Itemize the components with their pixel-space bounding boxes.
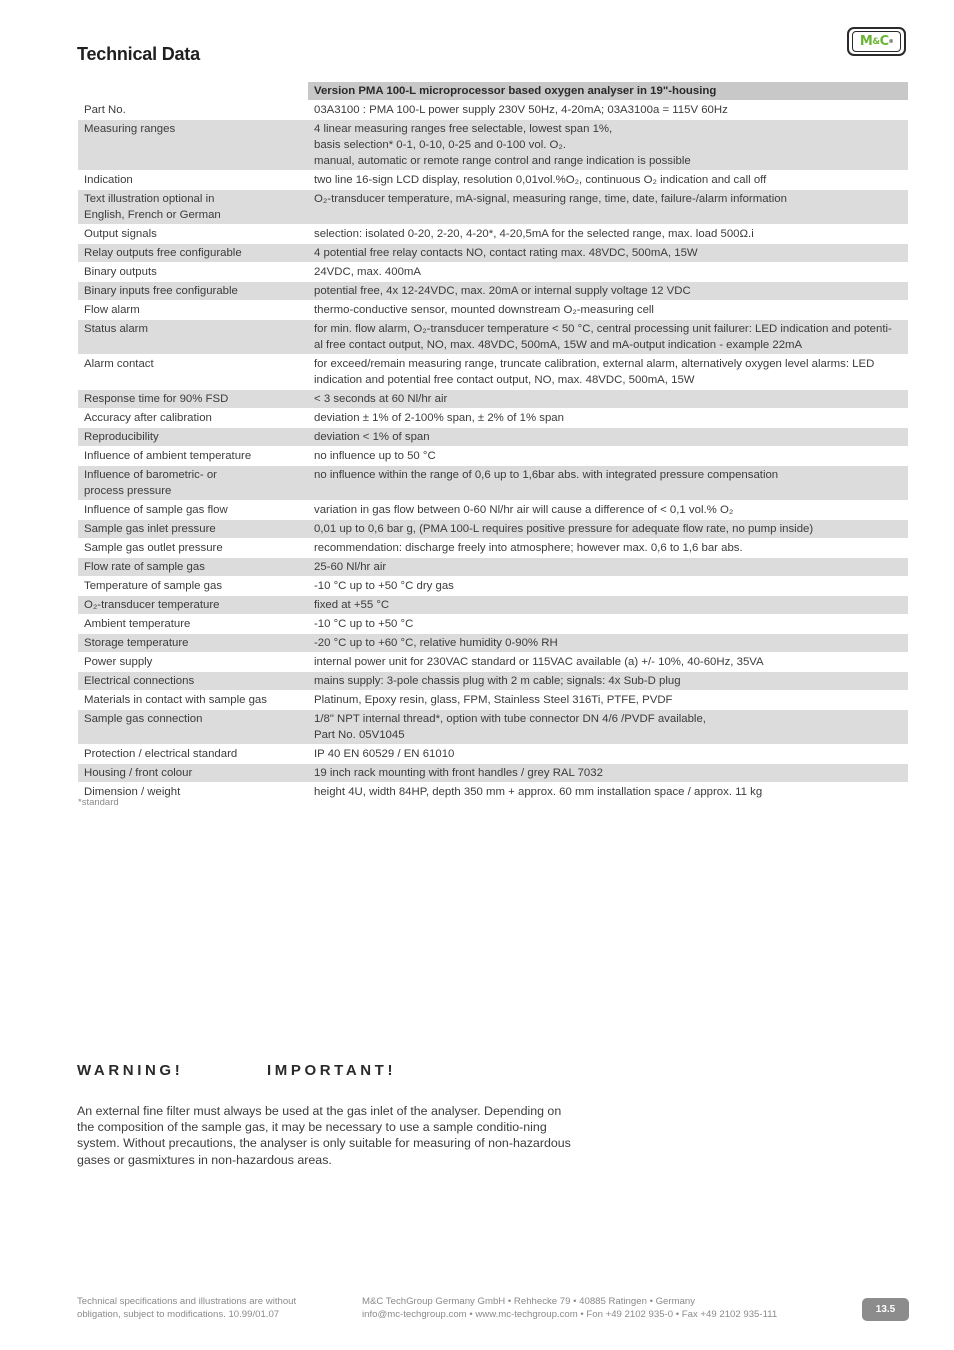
table-row [78,190,908,224]
spec-label [78,282,308,300]
spec-label [78,101,308,119]
spec-label-line: Response time for 90% FSD [84,393,229,405]
spec-value [308,101,908,119]
warning-label: WARNING! [77,1062,184,1079]
spec-value-line: thermo-conductive sensor, mounted downstream O₂-measuring cell [314,304,654,316]
table-row [78,672,908,690]
table-row [78,101,908,119]
spec-label [78,301,308,319]
table-row [78,539,908,557]
spec-label-line: Ambient temperature [84,618,191,630]
table-row [78,783,908,801]
spec-value [308,301,908,319]
spec-value-line: deviation < 1% of span [314,431,430,443]
spec-label [78,244,308,262]
spec-label-line: Binary inputs free configurable [84,285,238,297]
spec-value [308,691,908,709]
spec-label [78,190,308,224]
footer-contact [362,1296,832,1322]
spec-value [308,409,908,427]
spec-value [308,390,908,408]
spec-value-line: 0,01 up to 0,6 bar g, (PMA 100-L requires positive pressure for adequate flow rate, no pump inside) [314,523,814,535]
spec-value [308,501,908,519]
spec-label [78,653,308,671]
spec-label [78,539,308,557]
spec-label-line: Temperature of sample gas [84,580,223,592]
table-row [78,301,908,319]
spec-value [308,710,908,744]
spec-label-line: Indication [84,174,133,186]
table-row [78,634,908,652]
spec-label [78,672,308,690]
company-logo [847,27,906,56]
spec-label-line: Output signals [84,228,157,240]
spec-label [78,466,308,500]
spec-label-line: Materials in contact with sample gas [84,694,267,706]
spec-label [78,501,308,519]
spec-value-line: -10 °C up to +50 °C dry gas [314,580,454,592]
table-row [78,120,908,170]
table-row [78,447,908,465]
spec-value [308,577,908,595]
spec-label [78,615,308,633]
spec-value [308,783,908,801]
table-row [78,691,908,709]
spec-value [308,428,908,446]
spec-value-line: variation in gas flow between 0-60 Nl/hr air will cause a difference of < 0,1 vol.% O₂ [314,504,734,516]
footnote: *standard [78,797,119,808]
spec-label [78,745,308,763]
spec-label-line: Influence of ambient temperature [84,450,252,462]
spec-value-line: mains supply: 3-pole chassis plug with 2 m cable; signals: 4x Sub-D plug [314,675,681,687]
spec-value-line: -20 °C up to +60 °C, relative humidity 0-90% RH [314,637,558,649]
spec-label-line: Dimension / weight [84,786,181,798]
spec-value-line: 25-60 Nl/hr air [314,561,387,573]
spec-label-line: Sample gas connection [84,713,203,725]
spec-value [308,596,908,614]
warning-heading [77,1062,397,1079]
spec-label-line: Part No. [84,104,126,116]
spec-label-line: Flow alarm [84,304,140,316]
table-row [78,501,908,519]
spec-label-line: Reproducibility [84,431,159,443]
page-number-badge: 13.5 [862,1298,909,1321]
spec-value-line: for min. flow alarm, O₂-transducer temperature < 50 °C, central processing unit failurer: LED indication and potenti- [314,323,892,335]
table-row [78,320,908,354]
spec-label-line: Power supply [84,656,153,668]
table-row [78,710,908,744]
table-row [78,577,908,595]
spec-label-line: Relay outputs free configurable [84,247,242,259]
spec-value [308,745,908,763]
table-row [78,171,908,189]
spec-value [308,225,908,243]
spec-label [78,764,308,782]
spec-label [78,355,308,389]
spec-label [78,120,308,170]
spec-value [308,653,908,671]
spec-label-line: Influence of barometric- or [84,469,217,481]
spec-label [78,558,308,576]
spec-label-line: Binary outputs [84,266,157,278]
page-title: Technical Data [77,44,200,64]
table-row [78,615,908,633]
spec-value [308,282,908,300]
footer-address: M&C TechGroup Germany GmbH • Rehhecke 79 • 40885 Ratingen • Germany [362,1296,696,1307]
footer-disclaimer-line: Technical specifications and illustrations are without [77,1296,297,1307]
footer-contact-info: info@mc-techgroup.com • www.mc-techgroup.com • Fon +49 2102 935-0 • Fax +49 2102 935-111 [362,1308,778,1320]
spec-value-line: 03A3100 : PMA 100-L power supply 230V 50Hz, 4-20mA; 03A3100a = 115V 60Hz [314,104,728,116]
spec-label-line: Accuracy after calibration [84,412,212,424]
spec-value-line: Part No. 05V1045 [314,729,405,741]
spec-label-line: Storage temperature [84,637,189,649]
spec-label [78,447,308,465]
spec-label [78,320,308,354]
table-row [78,428,908,446]
spec-value-line: height 4U, width 84HP, depth 350 mm + approx. 60 mm installation space / approx. 11 kg [314,786,763,798]
spec-value-line: 19 inch rack mounting with front handles / grey RAL 7032 [314,767,603,779]
spec-value-line: no influence up to 50 °C [314,450,436,462]
spec-value-line: indication and potential free contact output, NO, max. 48VDC, 500mA, 15W [314,374,695,386]
spec-value-line: 24VDC, max. 400mA [314,266,421,278]
table-row [78,244,908,262]
spec-label-line: Housing / front colour [84,767,193,779]
spec-value-line: fixed at +55 °C [314,599,390,611]
table-header-row [78,82,908,100]
table-row [78,653,908,671]
spec-label [78,409,308,427]
table-row [78,558,908,576]
spec-value [308,539,908,557]
spec-value [308,520,908,538]
spec-label-line: Sample gas inlet pressure [84,523,216,535]
spec-label [78,691,308,709]
spec-label [78,520,308,538]
spec-value [308,244,908,262]
spec-value-line: basis selection* 0-1, 0-10, 0-25 and 0-100 vol. O₂. [314,139,566,151]
table-heading: Version PMA 100-L microprocessor based oxygen analyser in 19"-housing [308,82,908,100]
spec-value-line: 4 linear measuring ranges free selectable, lowest span 1%, [314,123,613,135]
spec-label [78,634,308,652]
spec-label [78,596,308,614]
spec-label-line: Flow rate of sample gas [84,561,205,573]
warning-text: An external fine filter must always be used at the gas inlet of the analyser. Depending on the composition of the sample gas, it may be necessary to use a sample conditio-ning system. Without precautions, the analyser is only suitable for measuring of non-hazardous gases or gasmixtures in non-hazardous areas. [77,1104,571,1167]
table-row [78,225,908,243]
spec-value-line: potential free, 4x 12-24VDC, max. 20mA or internal supply voltage 12 VDC [314,285,691,297]
spec-value-line: O₂-transducer temperature, mA-signal, measuring range, time, date, failure-/alarm information [314,193,787,205]
spec-value-line: recommendation: discharge freely into atmosphere; however max. 0,6 to 1,6 bar abs. [314,542,743,554]
spec-label [78,263,308,281]
table-row [78,390,908,408]
spec-value-line: internal power unit for 230VAC standard or 115VAC available (a) +/- 10%, 40-60Hz, 35VA [314,656,764,668]
table-row [78,409,908,427]
table-row [78,263,908,281]
spec-value [308,634,908,652]
table-row [78,520,908,538]
spec-value [308,672,908,690]
table-row [78,466,908,500]
table-row [78,764,908,782]
table-row [78,596,908,614]
footer-disclaimer [77,1296,337,1322]
spec-label [78,710,308,744]
spec-value-line: -10 °C up to +50 °C [314,618,414,630]
spec-value-line: 4 potential free relay contacts NO, contact rating max. 48VDC, 500mA, 15W [314,247,698,259]
spec-value [308,190,908,224]
spec-label-line: process pressure [84,485,172,497]
table-row [78,282,908,300]
spec-value [308,558,908,576]
spec-value-line: deviation ± 1% of 2-100% span, ± 2% of 1% span [314,412,564,424]
spec-value [308,466,908,500]
spec-label [78,390,308,408]
spec-label [78,225,308,243]
spec-label-line: Measuring ranges [84,123,176,135]
table-row [78,745,908,763]
technical-data-table [78,81,908,802]
spec-value-line: < 3 seconds at 60 Nl/hr air [314,393,448,405]
header-blank-cell [78,82,308,100]
spec-value [308,764,908,782]
spec-label-line: Influence of sample gas flow [84,504,228,516]
spec-value-line: Platinum, Epoxy resin, glass, FPM, Stainless Steel 316Ti, PTFE, PVDF [314,694,673,706]
spec-value [308,447,908,465]
spec-value [308,320,908,354]
spec-value-line: selection: isolated 0-20, 2-20, 4-20*, 4-20,5mA for the selected range, max. load 500Ω.i [314,228,754,240]
spec-value-line: no influence within the range of 0,6 up to 1,6bar abs. with integrated pressure compensation [314,469,779,481]
spec-label-line: Alarm contact [84,358,154,370]
spec-label [78,171,308,189]
table-row [78,355,908,389]
footer-disclaimer-line: obligation, subject to modifications. 10.99/01.07 [77,1308,280,1320]
spec-value-line: 1/8" NPT internal thread*, option with tube connector DN 4/6 /PVDF available, [314,713,706,725]
spec-value-line: two line 16-sign LCD display, resolution 0,01vol.%O₂, continuous O₂ indication and call off [314,174,767,186]
spec-value-line: IP 40 EN 60529 / EN 61010 [314,748,455,760]
logo-mark: M & C ® [852,31,901,52]
spec-value-line: for exceed/remain measuring range, truncate calibration, external alarm, alternatively oxygen level alarms: LED [314,358,875,370]
spec-value-line: manual, automatic or remote range control and range indication is possible [314,155,691,167]
spec-label-line: Text illustration optional in [84,193,215,205]
spec-label-line: O₂-transducer temperature [84,599,220,611]
spec-value [308,263,908,281]
spec-value [308,171,908,189]
spec-label-line: Protection / electrical standard [84,748,238,760]
spec-label-line: Electrical connections [84,675,195,687]
spec-label [78,577,308,595]
spec-value-line: al free contact output, NO, max. 48VDC, 500mA, 15W and mA-output indication - example 22mA [314,339,803,351]
important-label: IMPORTANT! [267,1062,397,1079]
spec-value [308,355,908,389]
spec-label-line: Status alarm [84,323,148,335]
spec-label-line: Sample gas outlet pressure [84,542,223,554]
spec-label-line: English, French or German [84,209,221,221]
spec-value [308,615,908,633]
spec-label [78,428,308,446]
spec-value [308,120,908,170]
